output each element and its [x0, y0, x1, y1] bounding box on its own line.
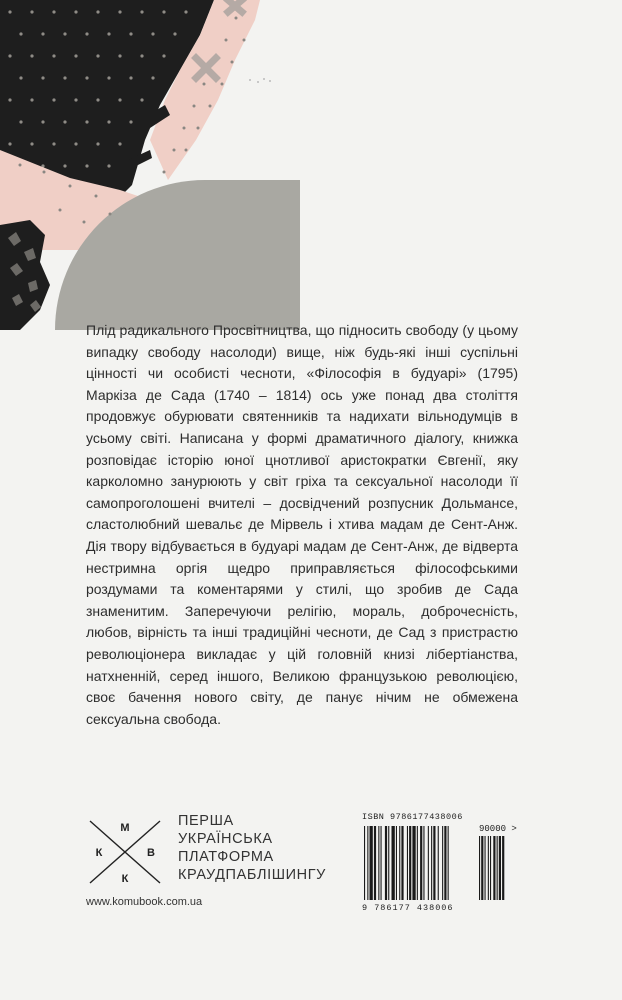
barcode-bar — [367, 826, 368, 900]
publisher-line-1: ПЕРША — [178, 813, 234, 829]
barcode-bar — [428, 826, 429, 900]
publisher-line-4: КРАУДПАБЛІШИНГУ — [178, 867, 326, 883]
barcode-bar — [401, 826, 403, 900]
barcode-bar — [374, 826, 376, 900]
barcode-bar — [431, 826, 432, 900]
barcode-bar — [444, 826, 446, 900]
barcode-bar — [493, 836, 495, 900]
barcode-bar — [490, 836, 491, 900]
isbn-label: ISBN 9786177438006 — [362, 812, 463, 822]
barcode-bar — [433, 826, 435, 900]
logo-letter-top: М — [120, 822, 130, 834]
barcode-bar — [442, 826, 443, 900]
publisher-name — [178, 812, 326, 884]
book-description: Плід радикального Просвітництва, що підносить свободу (у цьому випадку свободу насолоди) вище, ніж будь-які інші суспільні цінності чи особисті чесноти, «Філософія в будуарі» (1795) Маркіза де Сада (1740 – 1814) ось уже понад два століття продовжує обурювати святенників та надихати вільнодумців в усьому світі. Написана у формі драматичного діалогу, книжка розповідає історію юної цнотливої аристократки Євгенії, яку карколомно занурюють у світ гріха та сексуальної насолоди її самопроголошені вчителі – досвідчений розпусник Дольмансе, сластолюбний шевальє де Мірвель і хтива мадам де Сент-Анж. Дія твору відбувається в будуарі мадам де Сент-Анж, де відверта нестримна оргія щедро приправляється філософськими роздумами та коментарями у стилі, що зробив де Сада знаменитим. Заперечуючи релігію, мораль, доброчесність, любов, вірність та інші традиційні чесноти, де Сад з пристрастю революціонера викладає у цій головній книзі лібертіанства, натхненній, серед іншого, Великою французькою революцією, своє бачення нового світу, де панує нічим не обмежена сексуальна свобода. — [86, 322, 518, 727]
cover-artwork — [0, 0, 300, 330]
barcode-bar — [497, 836, 498, 900]
barcode-bar — [423, 826, 424, 900]
barcode-bar — [417, 826, 418, 900]
logo-letter-bottom: К — [121, 873, 129, 885]
barcode-bar — [392, 826, 395, 900]
barcode-bar — [396, 826, 397, 900]
barcode-bar — [381, 826, 382, 900]
publisher-line-3: ПЛАТФОРМА — [178, 849, 274, 865]
barcode-bar — [485, 836, 486, 900]
publisher-line-2: УКРАЇНСЬКА — [178, 831, 273, 847]
barcode-bar — [378, 826, 379, 900]
barcode-bar — [409, 826, 411, 900]
barcode-bar — [420, 826, 422, 900]
barcode-bar — [448, 826, 449, 900]
isbn-barcode — [362, 812, 522, 914]
barcode-bar — [488, 836, 489, 900]
barcode-bars — [362, 822, 522, 904]
publisher-website[interactable]: www.komubook.com.ua — [86, 896, 203, 908]
price-code: 90000 > — [479, 824, 517, 834]
barcode-bar — [407, 826, 408, 900]
barcode-bar — [481, 836, 483, 900]
barcode-bar — [499, 836, 501, 900]
barcode-bar — [364, 826, 365, 900]
barcode-digits: 9 786177 438006 — [362, 903, 454, 913]
barcode-bar — [412, 826, 415, 900]
barcode-bar — [399, 826, 400, 900]
barcode-bar — [388, 826, 389, 900]
logo-letter-right: В — [147, 847, 155, 859]
barcode-bar — [370, 826, 373, 900]
logo-letter-left: К — [95, 847, 103, 859]
barcode-bar — [438, 826, 439, 900]
barcode-bar — [502, 836, 504, 900]
barcode-bar — [479, 836, 480, 900]
publisher-logo — [86, 817, 164, 887]
barcode-bar — [385, 826, 387, 900]
